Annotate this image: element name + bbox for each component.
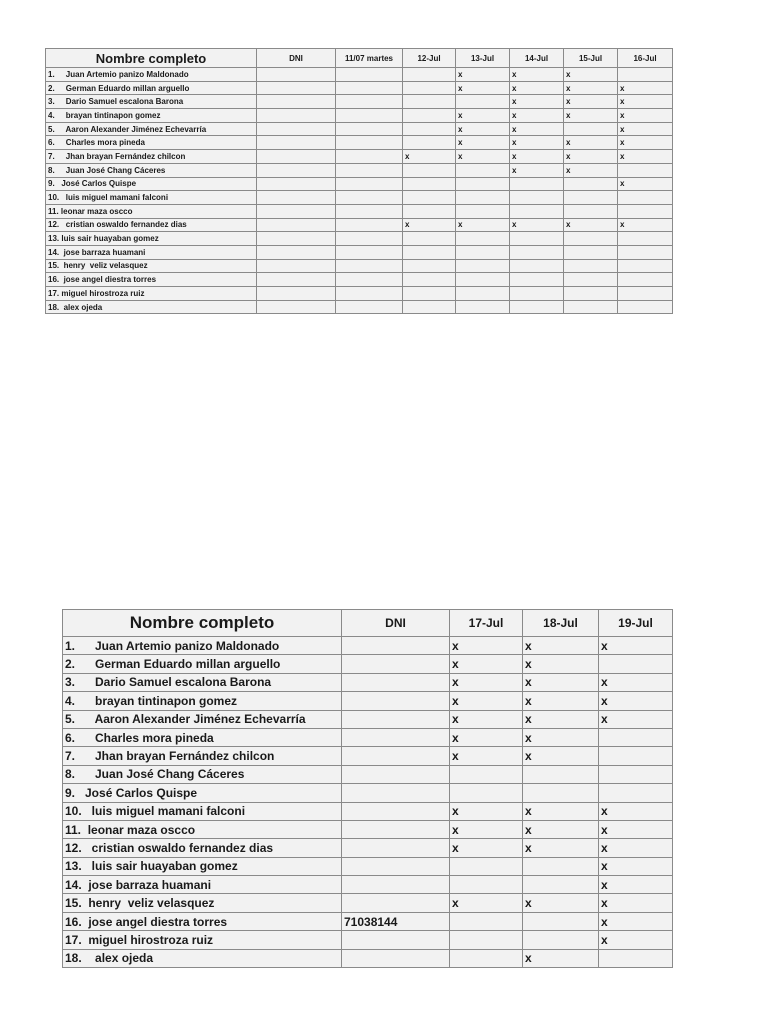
attendance-mark-cell: x [564,150,618,164]
attendance-mark-cell [618,300,673,314]
attendance-mark-cell: x [456,136,510,150]
attendance-mark-cell [564,122,618,136]
attendance-mark-cell [618,204,673,218]
student-name-cell: 2. German Eduardo millan arguello [63,655,342,673]
attendance-mark-cell: x [510,218,564,232]
attendance-mark-cell [564,273,618,287]
table-row [63,949,673,967]
attendance-mark-cell [403,68,456,82]
attendance-mark-cell [456,287,510,301]
attendance-mark-cell: x [618,81,673,95]
attendance-mark-cell: x [618,136,673,150]
attendance-mark-cell: x [599,931,673,949]
attendance-mark-cell [336,109,403,123]
attendance-mark-cell: x [618,122,673,136]
date-column-header: 19-Jul [599,610,673,637]
table-row [46,150,673,164]
student-name-cell: 6. Charles mora pineda [46,136,257,150]
attendance-mark-cell: x [510,150,564,164]
attendance-mark-cell: x [523,637,599,655]
attendance-mark-cell [618,232,673,246]
student-name-cell: 15. henry veliz velasquez [63,894,342,912]
table-row [63,839,673,857]
attendance-mark-cell [403,287,456,301]
attendance-mark-cell [618,287,673,301]
attendance-mark-cell [450,784,523,802]
attendance-mark-cell: x [523,673,599,691]
dni-cell [342,839,450,857]
date-column-header: 16-Jul [618,49,673,68]
attendance-mark-cell: x [403,150,456,164]
attendance-mark-cell [599,655,673,673]
table-row [46,245,673,259]
attendance-mark-cell [403,259,456,273]
student-name-cell: 9. José Carlos Quispe [63,784,342,802]
dni-cell [257,204,336,218]
attendance-mark-cell [450,931,523,949]
attendance-mark-cell: x [456,81,510,95]
dni-cell [257,232,336,246]
attendance-mark-cell: x [564,163,618,177]
attendance-mark-cell: x [599,673,673,691]
student-name-cell: 12. cristian oswaldo fernandez dias [63,839,342,857]
table-row [46,287,673,301]
dni-cell [257,122,336,136]
date-column-header: 17-Jul [450,610,523,637]
table-row [63,876,673,894]
attendance-mark-cell [564,300,618,314]
student-name-cell: 12. cristian oswaldo fernandez dias [46,218,257,232]
attendance-mark-cell [336,245,403,259]
attendance-mark-cell [456,191,510,205]
attendance-mark-cell [510,273,564,287]
student-name-cell: 2. German Eduardo millan arguello [46,81,257,95]
attendance-mark-cell [336,232,403,246]
dni-cell [342,876,450,894]
dni-cell [257,287,336,301]
dni-cell [342,784,450,802]
attendance-mark-cell [336,177,403,191]
dni-cell [342,931,450,949]
attendance-mark-cell [336,95,403,109]
attendance-mark-cell: x [450,802,523,820]
student-name-cell: 14. jose barraza huamani [46,245,257,259]
table-row [63,710,673,728]
attendance-mark-cell [510,300,564,314]
attendance-mark-cell [618,191,673,205]
table-row [46,95,673,109]
student-name-cell: 6. Charles mora pineda [63,728,342,746]
dni-cell [257,245,336,259]
attendance-mark-cell: x [564,81,618,95]
attendance-mark-cell [510,287,564,301]
attendance-mark-cell [618,259,673,273]
attendance-mark-cell: x [618,218,673,232]
table-row [63,747,673,765]
attendance-table-2 [62,609,673,968]
attendance-mark-cell [599,949,673,967]
table-row [46,204,673,218]
student-name-cell: 8. Juan José Chang Cáceres [63,765,342,783]
attendance-mark-cell: x [564,68,618,82]
attendance-mark-cell [450,857,523,875]
name-column-header: Nombre completo [63,610,342,637]
attendance-mark-cell: x [510,163,564,177]
table-row [63,784,673,802]
student-name-cell: 13. luis sair huayaban gomez [63,857,342,875]
attendance-mark-cell [403,109,456,123]
attendance-mark-cell: x [564,95,618,109]
header-row [46,49,673,68]
dni-cell [342,820,450,838]
attendance-mark-cell [456,245,510,259]
attendance-mark-cell [336,259,403,273]
dni-cell [342,692,450,710]
dni-cell [257,259,336,273]
dni-cell [257,191,336,205]
attendance-mark-cell [510,204,564,218]
attendance-mark-cell: x [450,820,523,838]
attendance-mark-cell [510,177,564,191]
dni-cell [257,273,336,287]
header-row [63,610,673,637]
attendance-mark-cell [403,95,456,109]
attendance-mark-cell: x [564,136,618,150]
student-name-cell: 13. luis sair huayaban gomez [46,232,257,246]
attendance-mark-cell: x [450,710,523,728]
attendance-mark-cell: x [510,68,564,82]
table-row [63,912,673,930]
table-row [46,259,673,273]
attendance-mark-cell: x [450,673,523,691]
table-row [63,894,673,912]
attendance-mark-cell [336,122,403,136]
student-name-cell: 14. jose barraza huamani [63,876,342,894]
dni-cell [257,218,336,232]
attendance-mark-cell: x [523,710,599,728]
student-name-cell: 16. jose angel diestra torres [46,273,257,287]
attendance-mark-cell: x [510,136,564,150]
student-name-cell: 5. Aaron Alexander Jiménez Echevarría [63,710,342,728]
attendance-mark-cell [450,912,523,930]
attendance-mark-cell: x [450,839,523,857]
date-column-header: 11/07 martes [336,49,403,68]
attendance-mark-cell [510,232,564,246]
dni-cell [342,637,450,655]
student-name-cell: 7. Jhan brayan Fernández chilcon [63,747,342,765]
attendance-mark-cell: x [599,912,673,930]
attendance-mark-cell [618,163,673,177]
attendance-mark-cell [618,273,673,287]
attendance-mark-cell: x [599,637,673,655]
attendance-mark-cell [523,931,599,949]
attendance-mark-cell [403,245,456,259]
attendance-mark-cell [456,177,510,191]
attendance-mark-cell: x [523,655,599,673]
attendance-mark-cell [523,857,599,875]
attendance-mark-cell [403,163,456,177]
attendance-mark-cell [523,876,599,894]
dni-cell [342,747,450,765]
table-row [46,273,673,287]
student-name-cell: 18. alex ojeda [63,949,342,967]
attendance-mark-cell [618,245,673,259]
attendance-mark-cell [336,191,403,205]
table-row [63,637,673,655]
dni-cell [257,300,336,314]
attendance-mark-cell [523,765,599,783]
attendance-table-1 [45,48,673,314]
table-row [63,728,673,746]
attendance-mark-cell [450,765,523,783]
attendance-mark-cell: x [456,218,510,232]
attendance-mark-cell: x [523,728,599,746]
student-name-cell: 17. miguel hirostroza ruiz [63,931,342,949]
attendance-mark-cell [456,204,510,218]
attendance-mark-cell: x [450,655,523,673]
dni-cell [342,673,450,691]
attendance-mark-cell [564,245,618,259]
attendance-mark-cell [510,245,564,259]
student-name-cell: 1. Juan Artemio panizo Maldonado [63,637,342,655]
attendance-mark-cell: x [618,150,673,164]
dni-cell [342,728,450,746]
dni-cell [342,857,450,875]
attendance-mark-cell: x [599,802,673,820]
attendance-mark-cell [564,232,618,246]
dni-column-header: DNI [342,610,450,637]
attendance-mark-cell [336,136,403,150]
attendance-mark-cell [403,81,456,95]
table-row [46,68,673,82]
attendance-mark-cell: x [450,894,523,912]
student-name-cell: 3. Dario Samuel escalona Barona [63,673,342,691]
attendance-mark-cell: x [523,802,599,820]
table-row [63,820,673,838]
date-column-header: 18-Jul [523,610,599,637]
dni-cell [342,710,450,728]
attendance-mark-cell: x [456,68,510,82]
attendance-mark-cell: x [523,839,599,857]
attendance-mark-cell [523,912,599,930]
attendance-mark-cell [450,949,523,967]
table-row [46,136,673,150]
attendance-mark-cell: x [599,876,673,894]
attendance-mark-cell: x [599,820,673,838]
table-row [46,163,673,177]
attendance-mark-cell: x [523,747,599,765]
attendance-mark-cell [564,287,618,301]
attendance-mark-cell [336,150,403,164]
attendance-mark-cell: x [523,820,599,838]
dni-cell [257,68,336,82]
table-row [46,177,673,191]
attendance-mark-cell [456,163,510,177]
attendance-mark-cell [336,273,403,287]
table-row [46,218,673,232]
dni-cell [257,109,336,123]
attendance-mark-cell: x [599,894,673,912]
table-row [46,232,673,246]
attendance-mark-cell: x [523,894,599,912]
student-name-cell: 8. Juan José Chang Cáceres [46,163,257,177]
date-column-header: 12-Jul [403,49,456,68]
table-body [46,68,673,314]
table-row [46,81,673,95]
attendance-mark-cell [336,163,403,177]
attendance-mark-cell [403,191,456,205]
attendance-mark-cell: x [599,839,673,857]
attendance-mark-cell: x [523,692,599,710]
dni-cell [257,95,336,109]
attendance-mark-cell [618,68,673,82]
table-row [46,191,673,205]
attendance-mark-cell [564,259,618,273]
attendance-mark-cell: x [510,95,564,109]
attendance-mark-cell [456,95,510,109]
dni-cell [257,177,336,191]
attendance-mark-cell [456,273,510,287]
attendance-mark-cell: x [618,95,673,109]
attendance-mark-cell [403,300,456,314]
attendance-mark-cell: x [564,109,618,123]
attendance-mark-cell [456,232,510,246]
dni-cell [257,163,336,177]
date-column-header: 14-Jul [510,49,564,68]
attendance-mark-cell [403,122,456,136]
student-name-cell: 1. Juan Artemio panizo Maldonado [46,68,257,82]
attendance-mark-cell [403,136,456,150]
table-row [63,765,673,783]
dni-cell [342,949,450,967]
student-name-cell: 11. leonar maza oscco [63,820,342,838]
attendance-mark-cell: x [510,81,564,95]
table-row [63,857,673,875]
student-name-cell: 9. José Carlos Quispe [46,177,257,191]
table-row [63,673,673,691]
table-row [63,802,673,820]
attendance-mark-cell: x [618,109,673,123]
table-row [46,109,673,123]
dni-cell: 71038144 [342,912,450,930]
attendance-mark-cell [403,232,456,246]
dni-cell [342,802,450,820]
attendance-mark-cell: x [599,692,673,710]
date-column-header: 15-Jul [564,49,618,68]
student-name-cell: 4. brayan tintinapon gomez [46,109,257,123]
dni-cell [257,136,336,150]
attendance-mark-cell [564,177,618,191]
attendance-mark-cell: x [450,747,523,765]
table-row [46,300,673,314]
attendance-mark-cell [403,273,456,287]
attendance-mark-cell [599,728,673,746]
student-name-cell: 7. Jhan brayan Fernández chilcon [46,150,257,164]
attendance-mark-cell [336,204,403,218]
attendance-mark-cell: x [450,637,523,655]
attendance-mark-cell [523,784,599,802]
table-row [46,122,673,136]
attendance-mark-cell [456,300,510,314]
student-name-cell: 17. miguel hirostroza ruiz [46,287,257,301]
table-row [63,931,673,949]
attendance-mark-cell: x [523,949,599,967]
attendance-mark-cell: x [450,692,523,710]
attendance-mark-cell [599,747,673,765]
student-name-cell: 5. Aaron Alexander Jiménez Echevarría [46,122,257,136]
student-name-cell: 4. brayan tintinapon gomez [63,692,342,710]
attendance-mark-cell: x [599,710,673,728]
attendance-mark-cell [336,300,403,314]
attendance-mark-cell: x [510,122,564,136]
attendance-mark-cell [564,191,618,205]
table-row [63,692,673,710]
table-body [63,637,673,968]
attendance-mark-cell: x [618,177,673,191]
attendance-mark-cell: x [456,122,510,136]
attendance-mark-cell: x [510,109,564,123]
attendance-mark-cell [599,765,673,783]
attendance-mark-cell: x [456,109,510,123]
table-row [63,655,673,673]
attendance-mark-cell [450,876,523,894]
student-name-cell: 10. luis miguel mamani falconi [46,191,257,205]
attendance-mark-cell: x [599,857,673,875]
student-name-cell: 10. luis miguel mamani falconi [63,802,342,820]
attendance-mark-cell [599,784,673,802]
attendance-mark-cell: x [456,150,510,164]
attendance-mark-cell [336,218,403,232]
attendance-mark-cell [456,259,510,273]
name-column-header: Nombre completo [46,49,257,68]
dni-cell [257,81,336,95]
attendance-mark-cell: x [403,218,456,232]
attendance-mark-cell [510,259,564,273]
attendance-mark-cell [564,204,618,218]
attendance-mark-cell [403,204,456,218]
attendance-mark-cell [510,191,564,205]
attendance-mark-cell [336,81,403,95]
dni-column-header: DNI [257,49,336,68]
dni-cell [342,894,450,912]
attendance-mark-cell: x [450,728,523,746]
attendance-mark-cell [336,287,403,301]
dni-cell [257,150,336,164]
student-name-cell: 16. jose angel diestra torres [63,912,342,930]
date-column-header: 13-Jul [456,49,510,68]
attendance-mark-cell: x [564,218,618,232]
attendance-mark-cell [336,68,403,82]
student-name-cell: 15. henry veliz velasquez [46,259,257,273]
dni-cell [342,765,450,783]
attendance-mark-cell [403,177,456,191]
student-name-cell: 3. Dario Samuel escalona Barona [46,95,257,109]
dni-cell [342,655,450,673]
student-name-cell: 11. leonar maza oscco [46,204,257,218]
student-name-cell: 18. alex ojeda [46,300,257,314]
